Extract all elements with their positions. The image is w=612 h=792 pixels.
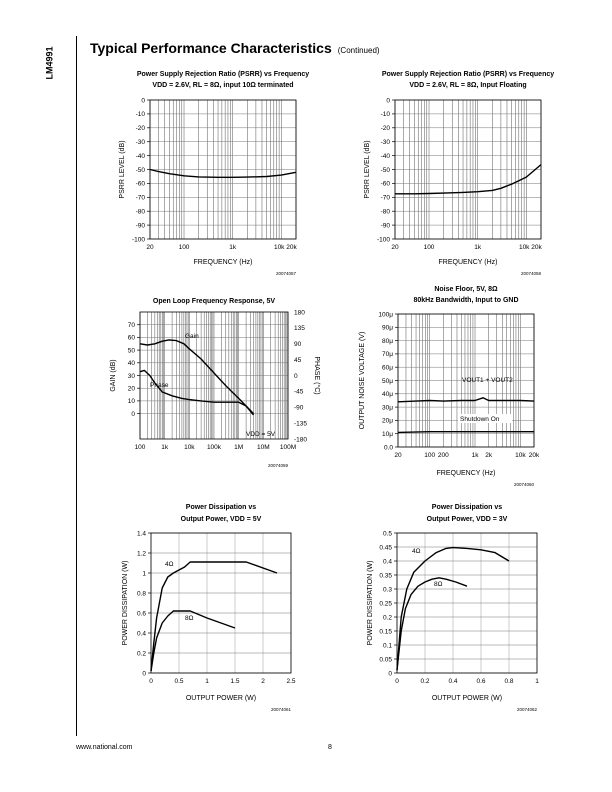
x-tick-label: 100 bbox=[134, 444, 146, 451]
y2-tick-label: 45 bbox=[294, 356, 302, 364]
y-tick-label: 70 bbox=[127, 322, 135, 329]
y-tick-label: 90μ bbox=[382, 324, 393, 332]
y-tick-label: 0 bbox=[142, 670, 146, 678]
y-tick-label: 80μ bbox=[382, 337, 393, 345]
y-tick-label: -80 bbox=[135, 208, 145, 216]
y-tick-label: -90 bbox=[380, 222, 390, 230]
y2-tick-label: 135 bbox=[294, 325, 305, 333]
x-tick-label: 100M bbox=[279, 444, 297, 451]
x-tick-label: 20 bbox=[146, 244, 154, 251]
footer-url: www.national.com bbox=[76, 744, 133, 751]
figure-code: 20074059 bbox=[267, 463, 288, 468]
series-line-8- bbox=[397, 578, 467, 670]
y-tick-label: 0.2 bbox=[136, 650, 146, 658]
x-tick-label: 10k 20k bbox=[273, 244, 297, 251]
plot-frame bbox=[151, 533, 291, 673]
y-axis-label: GAIN (dB) bbox=[110, 359, 117, 392]
y-tick-label: 0.0 bbox=[383, 444, 393, 452]
y2-tick-label: -180 bbox=[294, 436, 308, 444]
y-tick-label: 20 bbox=[127, 385, 135, 393]
y2-tick-label: 180 bbox=[294, 309, 305, 317]
y-tick-label: 70μ bbox=[382, 351, 393, 359]
x-tick-label: 2 bbox=[261, 678, 265, 685]
series-annotation: VOUT1 + VOUT2 bbox=[462, 377, 513, 384]
y-tick-label: 1.2 bbox=[136, 550, 146, 558]
y2-axis-label: PHASE (°C) bbox=[313, 356, 320, 395]
y-axis-label: OUTPUT NOISE VOLTAGE (V) bbox=[359, 331, 366, 430]
series-annotation: Shutdown On bbox=[460, 416, 500, 423]
series-annotation: Gain bbox=[185, 333, 199, 340]
y-tick-label: 0.1 bbox=[382, 642, 392, 650]
x-tick-label: 10M bbox=[257, 444, 270, 451]
series-line-0 bbox=[395, 165, 541, 194]
y-tick-label: -70 bbox=[135, 194, 145, 202]
y-tick-label: 40 bbox=[127, 360, 135, 368]
chart-title-line: Power Dissipation vs bbox=[431, 504, 503, 511]
x-tick-label: 1k bbox=[471, 452, 479, 459]
x-tick-label: 1k bbox=[474, 244, 482, 251]
x-axis-label: FREQUENCY (Hz) bbox=[193, 259, 253, 266]
y2-tick-label: -90 bbox=[294, 404, 304, 412]
y-tick-label: 0 bbox=[388, 670, 392, 678]
y-tick-label: 1.4 bbox=[136, 530, 146, 538]
series-annotation: Phase bbox=[150, 382, 169, 389]
figure-code: 20074060 bbox=[513, 482, 534, 487]
x-tick-label: 1k bbox=[229, 244, 237, 251]
y2-tick-label: -45 bbox=[294, 388, 304, 396]
y-tick-label: 0.25 bbox=[379, 600, 392, 608]
y-tick-label: 20μ bbox=[382, 417, 393, 425]
series-annotation: 8Ω bbox=[434, 581, 443, 588]
heading-text: Typical Performance Characteristics bbox=[90, 40, 332, 56]
y-tick-label: -100 bbox=[376, 236, 390, 244]
heading-note: (Continued) bbox=[337, 46, 380, 55]
y-tick-label: -60 bbox=[135, 180, 145, 188]
x-tick-label: 20k bbox=[528, 452, 540, 459]
page-number: 8 bbox=[328, 744, 332, 751]
x-tick-label: 2k bbox=[485, 452, 493, 459]
y-tick-label: 50 bbox=[127, 347, 135, 355]
y-tick-label: 40μ bbox=[382, 391, 393, 399]
x-tick-label: 0.4 bbox=[448, 678, 458, 685]
y-axis-label: PSRR LEVEL (dB) bbox=[119, 140, 126, 199]
chart-title-line: Power Supply Rejection Ratio (PSRR) vs Frequency bbox=[381, 71, 555, 78]
y-axis-label: POWER DISSIPATION (W) bbox=[122, 560, 129, 646]
y-tick-label: -60 bbox=[380, 180, 390, 188]
y-tick-label: 50μ bbox=[382, 377, 393, 385]
y-tick-label: -40 bbox=[135, 152, 145, 160]
y-tick-label: -20 bbox=[380, 125, 390, 133]
chart-power-dissipation-3v bbox=[360, 500, 565, 715]
y-tick-label: 0.05 bbox=[379, 656, 392, 664]
y-tick-label: -100 bbox=[131, 236, 145, 244]
y-tick-label: -50 bbox=[380, 166, 390, 174]
y-tick-label: 60 bbox=[127, 334, 135, 342]
x-axis-label: FREQUENCY (Hz) bbox=[436, 470, 496, 477]
series-line-4- bbox=[151, 562, 277, 671]
y-tick-label: 0 bbox=[131, 410, 135, 418]
x-tick-label: 10k 20k bbox=[518, 244, 542, 251]
page-heading bbox=[90, 40, 380, 56]
chart-title-line: 80kHz Bandwidth, Input to GND bbox=[413, 297, 519, 304]
margin-rule bbox=[76, 36, 77, 736]
part-number-label: LM4991 bbox=[44, 46, 55, 80]
y-tick-label: -10 bbox=[380, 111, 390, 119]
y-tick-label: 0.5 bbox=[382, 530, 392, 538]
y2-tick-label: 0 bbox=[294, 372, 298, 380]
x-tick-label: 20 bbox=[394, 452, 402, 459]
y-tick-label: -70 bbox=[380, 194, 390, 202]
x-tick-label: 1k bbox=[161, 444, 169, 451]
chart-title-line: VDD = 2.6V, RL = 8Ω, input 10Ω terminated bbox=[152, 82, 294, 89]
y-tick-label: -90 bbox=[135, 222, 145, 230]
y-tick-label: 0.4 bbox=[136, 630, 146, 638]
series-annotation: 4Ω bbox=[412, 548, 421, 555]
y-tick-label: 30μ bbox=[382, 404, 393, 412]
y-tick-label: 0.15 bbox=[379, 628, 392, 636]
x-tick-label: 0 bbox=[149, 678, 153, 685]
y-tick-label: 0 bbox=[386, 97, 390, 105]
x-tick-label: 0.5 bbox=[174, 678, 184, 685]
series-line-vout1-vout2 bbox=[398, 398, 534, 402]
figure-code: 20074062 bbox=[516, 707, 537, 712]
x-axis-label: OUTPUT POWER (W) bbox=[431, 695, 503, 702]
y-tick-label: 0.4 bbox=[382, 558, 392, 566]
figure-code: 20074057 bbox=[275, 271, 296, 276]
y-tick-label: -30 bbox=[135, 139, 145, 146]
series-annotation: 8Ω bbox=[185, 615, 194, 622]
x-tick-label: 1 bbox=[205, 678, 209, 685]
x-tick-label: 100 bbox=[423, 244, 435, 251]
y-tick-label: -50 bbox=[135, 166, 145, 174]
y-tick-label: 0 bbox=[141, 97, 145, 105]
x-tick-label: 1M bbox=[234, 444, 244, 451]
y-tick-label: 0.45 bbox=[379, 544, 392, 552]
x-axis-label: OUTPUT POWER (W) bbox=[185, 695, 257, 702]
y-axis-label: POWER DISSIPATION (W) bbox=[367, 560, 374, 646]
y-tick-label: 0.6 bbox=[136, 610, 146, 618]
y-tick-label: -20 bbox=[135, 125, 145, 133]
series-line-shutdown-on bbox=[398, 432, 534, 433]
chart-title-line: Output Power, VDD = 5V bbox=[180, 516, 262, 523]
y-tick-label: 30 bbox=[127, 372, 135, 380]
chart-psrr-terminated bbox=[90, 66, 320, 280]
y-tick-label: 100μ bbox=[378, 311, 393, 319]
x-tick-label: 200 bbox=[437, 452, 449, 459]
x-tick-label: 10k bbox=[184, 444, 195, 451]
y-tick-label: 60μ bbox=[382, 364, 393, 372]
x-tick-label: 0.6 bbox=[476, 678, 486, 685]
y-tick-label: 0.8 bbox=[136, 590, 146, 598]
x-tick-label: 0 bbox=[395, 678, 399, 685]
chart-title-line: Noise Floor, 5V, 8Ω bbox=[434, 286, 498, 293]
y-tick-label: 10 bbox=[127, 398, 135, 406]
chart-title-line: Power Supply Rejection Ratio (PSRR) vs Frequency bbox=[136, 71, 310, 78]
y-tick-label: -80 bbox=[380, 208, 390, 216]
series-annotation: VDD = 5V bbox=[246, 431, 276, 438]
chart-title-line: Open Loop Frequency Response, 5V bbox=[152, 298, 276, 305]
y-tick-label: 0.35 bbox=[379, 572, 392, 580]
chart-title-line: VDD = 2.6V, RL = 8Ω, Input Floating bbox=[409, 82, 527, 89]
chart-title-line: Power Dissipation vs bbox=[185, 504, 257, 511]
figure-code: 20074061 bbox=[270, 707, 291, 712]
x-tick-label: 10k bbox=[515, 452, 526, 459]
chart-power-dissipation-5v bbox=[115, 500, 310, 715]
x-tick-label: 0.2 bbox=[420, 678, 430, 685]
x-tick-label: 0.8 bbox=[504, 678, 514, 685]
y-axis-label: PSRR LEVEL (dB) bbox=[364, 140, 371, 199]
x-tick-label: 2.5 bbox=[286, 678, 296, 685]
y-tick-label: 0.3 bbox=[382, 586, 392, 594]
y-tick-label: -30 bbox=[380, 139, 390, 146]
chart-psrr-floating bbox=[335, 66, 565, 280]
y-tick-label: -10 bbox=[135, 111, 145, 119]
x-axis-label: FREQUENCY (Hz) bbox=[438, 259, 498, 266]
series-line-0 bbox=[150, 170, 296, 178]
x-tick-label: 100 bbox=[424, 452, 436, 459]
chart-title-line: Output Power, VDD = 3V bbox=[426, 516, 508, 523]
y2-tick-label: 90 bbox=[294, 341, 302, 349]
x-tick-label: 20 bbox=[391, 244, 399, 251]
series-annotation: 4Ω bbox=[165, 561, 174, 568]
y-tick-label: -40 bbox=[380, 152, 390, 160]
chart-noise-floor bbox=[355, 285, 565, 490]
x-tick-label: 1.5 bbox=[230, 678, 240, 685]
x-tick-label: 100k bbox=[206, 444, 222, 451]
x-tick-label: 100 bbox=[178, 244, 190, 251]
y2-tick-label: -135 bbox=[294, 420, 308, 428]
y-tick-label: 1 bbox=[142, 570, 146, 578]
x-tick-label: 1 bbox=[535, 678, 539, 685]
y-tick-label: 0.2 bbox=[382, 614, 392, 622]
figure-code: 20074058 bbox=[520, 271, 541, 276]
y-tick-label: 10μ bbox=[382, 431, 393, 438]
chart-open-loop-response bbox=[105, 295, 320, 475]
